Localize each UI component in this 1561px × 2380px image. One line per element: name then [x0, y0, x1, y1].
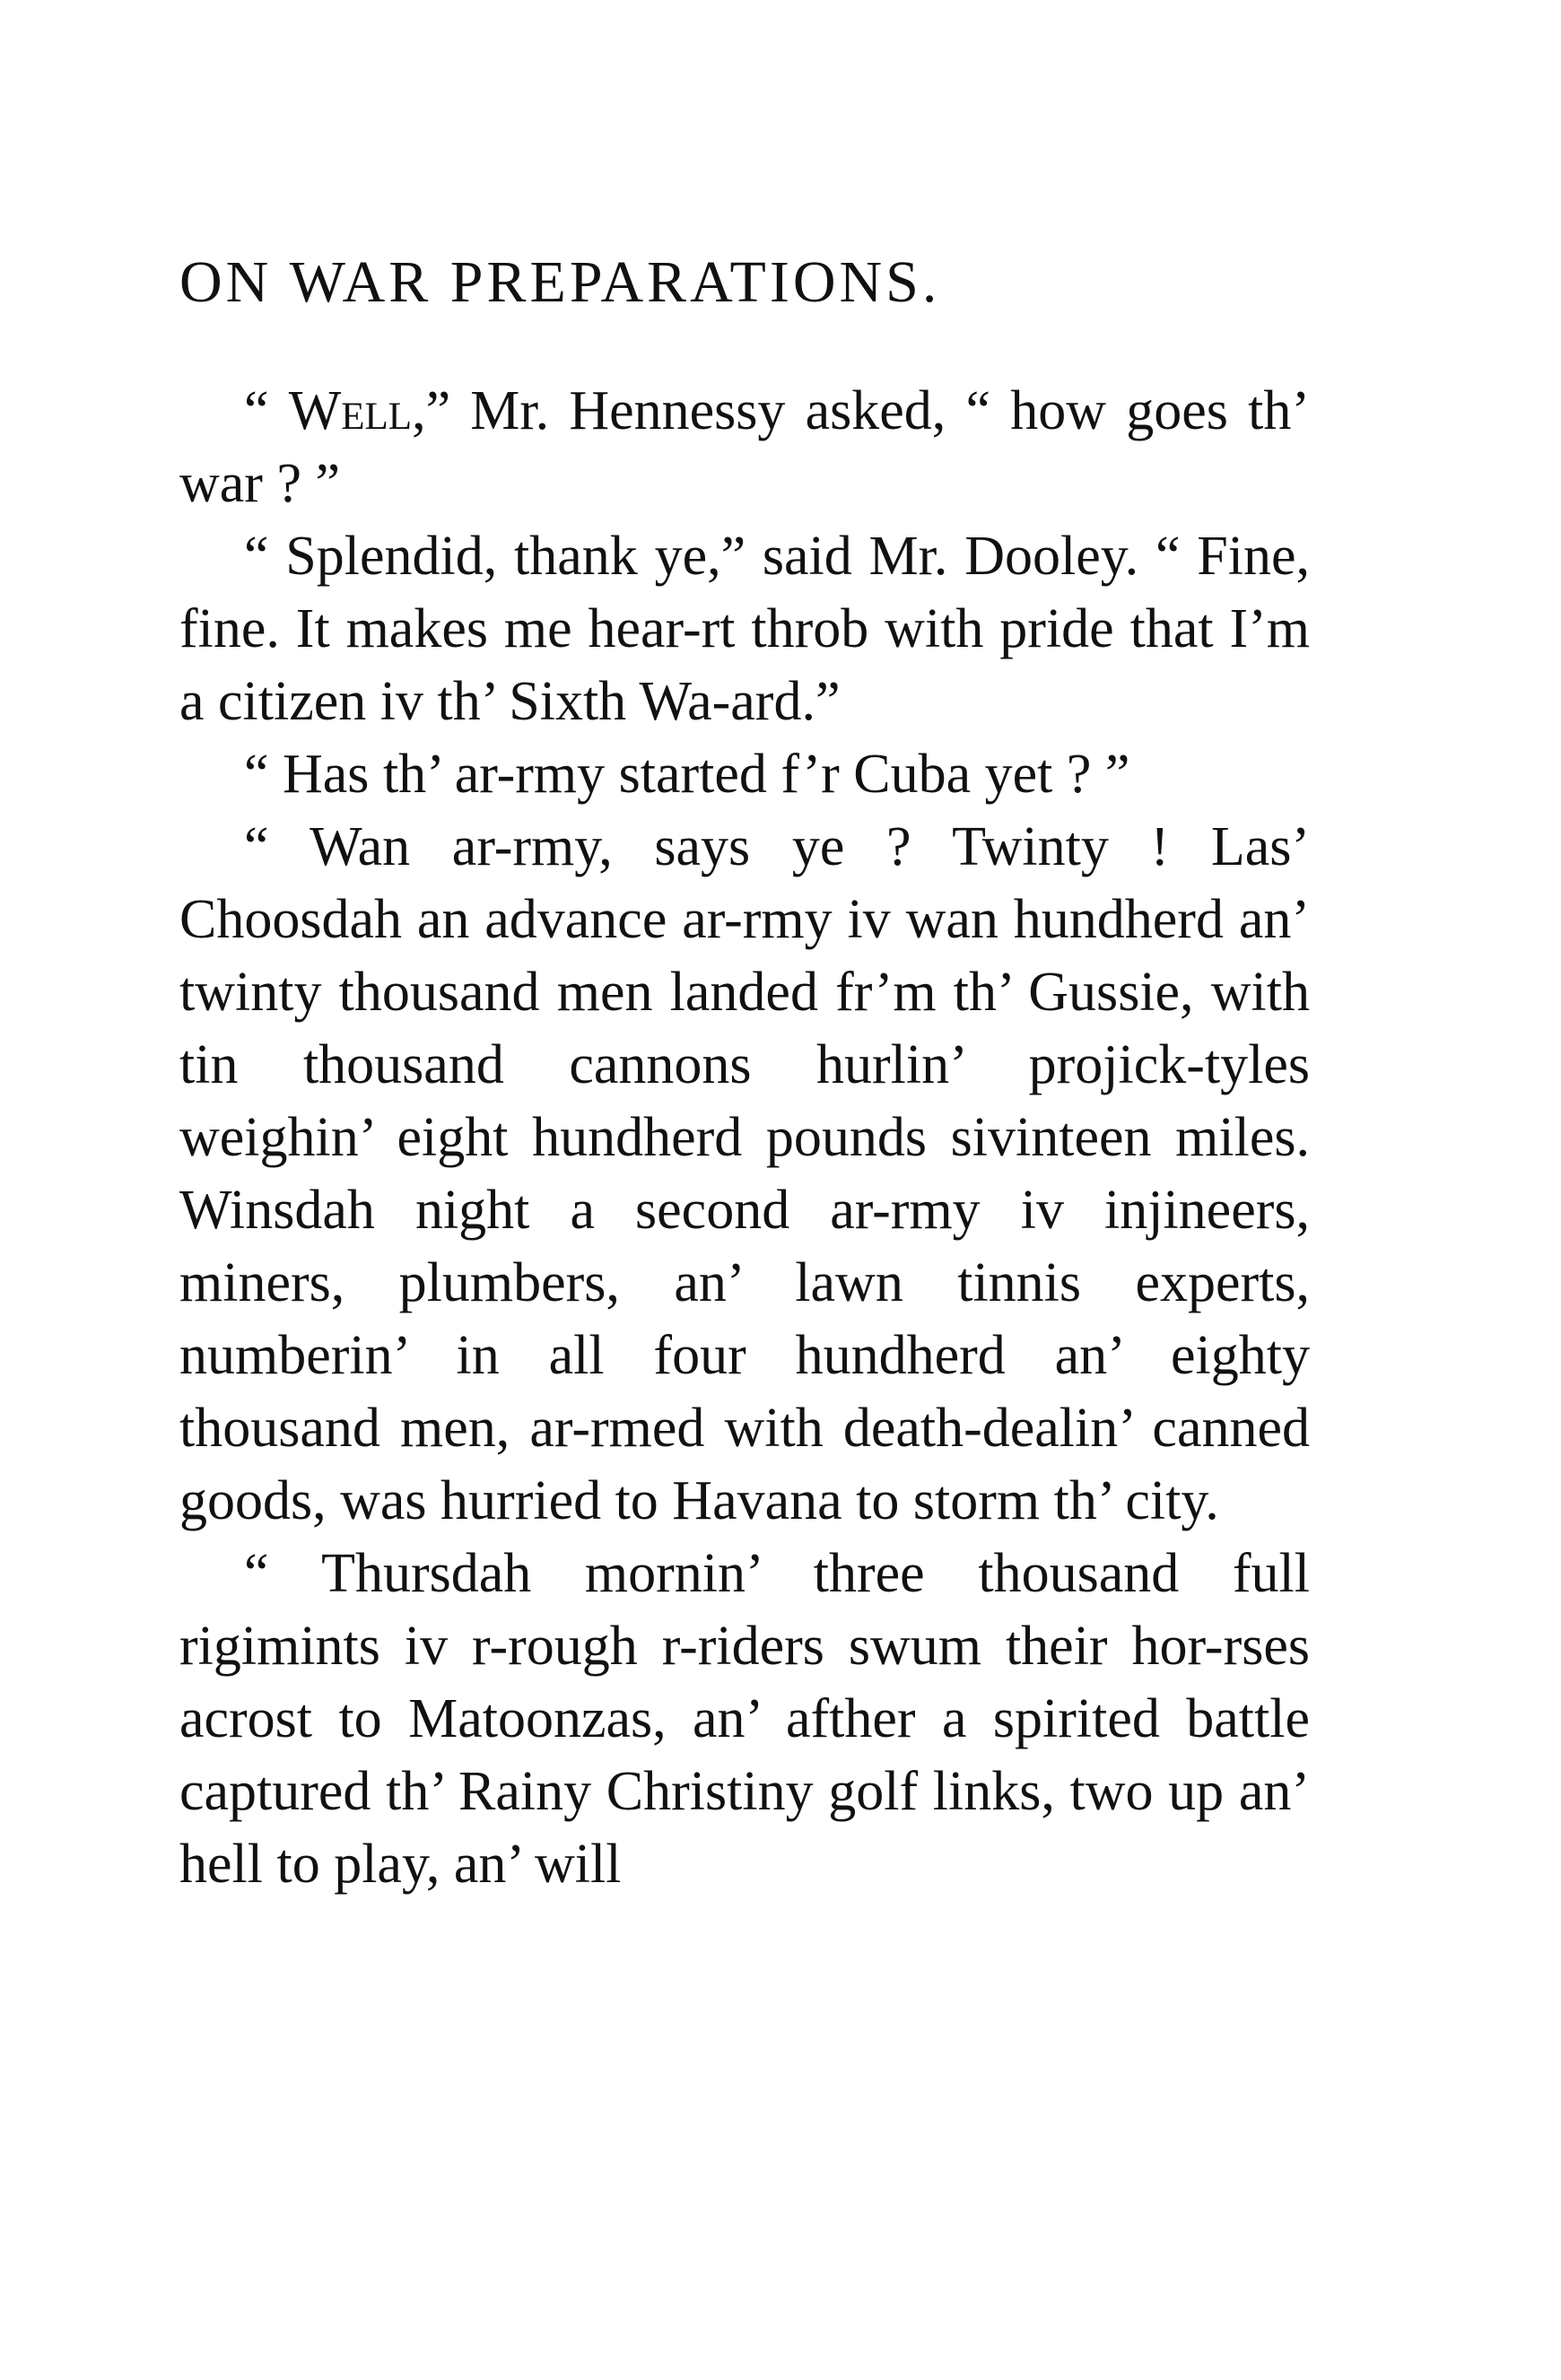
running-head: ON WAR PREPARATIONS.	[179, 249, 941, 315]
body-text	[179, 375, 1310, 1901]
paragraph	[179, 520, 1310, 738]
paragraph-open-quote: “	[244, 380, 289, 441]
paragraph	[179, 811, 1310, 1538]
paragraph-text: “ Thursdah mornin’ three thousand full rigimints iv r-rough r-riders swum their hor-rses acrost to Matoonzas, an’ afther a spirited battle captured th’ Rainy Christiny golf links, two up an’ hell to play, an’ will	[179, 1543, 1310, 1895]
paragraph-text: “ Splendid, thank ye,” said Mr. Dooley. “ Fine, fine. It makes me hear-rt throb with pride that I’m a citizen iv th’ Sixth Wa-ard.”	[179, 526, 1310, 732]
paragraph-text: “ Wan ar-rmy, says ye ? Twinty ! Las’ Choosdah an advance ar-rmy iv wan hundherd an’ twinty thousand men landed fr’m th’ Gussie, with tin thousand cannons hurlin’ projick-tyles weighin’ eight hundherd pounds sivinteen miles. Winsdah night a second ar-rmy iv injineers, miners, plumbers, an’ lawn tinnis experts, numberin’ in all four hundherd an’ eighty thousand men, ar-rmed with death-dealin’ canned goods, was hurried to Havana to storm th’ city.	[179, 816, 1310, 1531]
paragraph-lead-word: Well	[288, 380, 413, 441]
paragraph	[179, 738, 1310, 811]
paragraph-text: ,” Mr. Hennessy asked, “ how goes th’ war ? ”	[179, 380, 1310, 514]
paragraph	[179, 375, 1310, 520]
paragraph-text: “ Has th’ ar-rmy started f’r Cuba yet ? ”	[244, 744, 1130, 805]
paragraph	[179, 1538, 1310, 1901]
